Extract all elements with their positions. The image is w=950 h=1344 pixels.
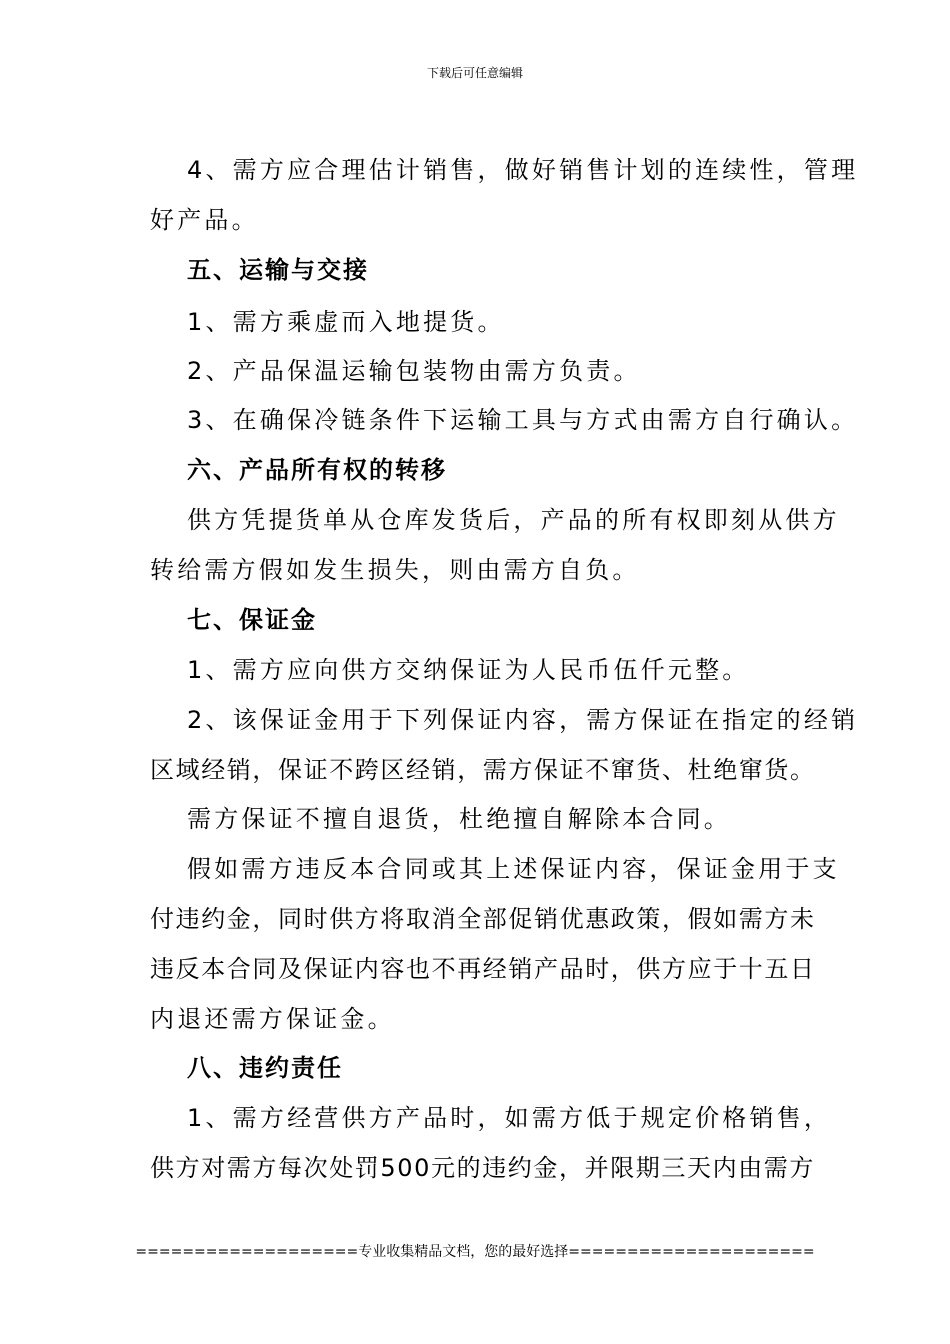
page-footer: ===================专业收集精品文档，您的最好选择===================== — [135, 1244, 815, 1260]
paragraph-line: 供方凭提货单从仓库发货后，产品的所有权即刻从供方 — [187, 506, 840, 534]
paragraph-line: 付违约金，同时供方将取消全部促销优惠政策，假如需方未 — [150, 905, 816, 933]
paragraph-line: 内退还需方保证金。 — [150, 1005, 395, 1033]
paragraph-line: 4、需方应合理估计销售，做好销售计划的连续性，管理 — [187, 156, 859, 184]
paragraph-line: 3、在确保冷链条件下运输工具与方式由需方自行确认。 — [187, 406, 859, 434]
section-heading-7: 七、保证金 — [187, 606, 317, 634]
section-heading-5: 五、运输与交接 — [187, 256, 369, 284]
paragraph-line: 好产品。 — [150, 206, 259, 234]
paragraph-line: 1、需方应向供方交纳保证为人民币伍仟元整。 — [187, 656, 750, 684]
paragraph-line: 需方保证不擅自退货，杜绝擅自解除本合同。 — [187, 805, 731, 833]
paragraph-line: 违反本合同及保证内容也不再经销产品时，供方应于十五日 — [150, 955, 816, 983]
paragraph-line: 转给需方假如发生损失，则由需方自负。 — [150, 556, 640, 584]
section-heading-8: 八、违约责任 — [187, 1054, 343, 1082]
paragraph-line: 1、需方经营供方产品时，如需方低于规定价格销售， — [187, 1104, 832, 1132]
paragraph-line: 1、需方乘虚而入地提货。 — [187, 308, 505, 336]
paragraph-line: 2、该保证金用于下列保证内容，需方保证在指定的经销 — [187, 706, 859, 734]
page-header: 下载后可任意编辑 — [426, 66, 523, 80]
paragraph-line: 区域经销，保证不跨区经销，需方保证不窜货、杜绝窜货。 — [150, 756, 816, 784]
paragraph-line: 供方对需方每次处罚500元的违约金，并限期三天内由需方 — [150, 1154, 816, 1182]
section-heading-6: 六、产品所有权的转移 — [187, 456, 447, 484]
paragraph-line: 假如需方违反本合同或其上述保证内容，保证金用于支 — [187, 855, 840, 883]
paragraph-line: 2、产品保温运输包装物由需方负责。 — [187, 357, 641, 385]
